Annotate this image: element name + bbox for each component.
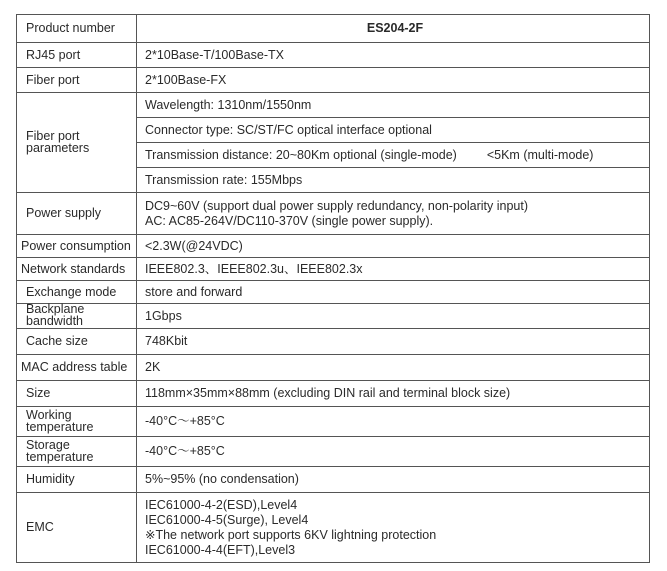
- label-fiber-port: Fiber port: [17, 68, 137, 93]
- label-rj45-port: RJ45 port: [17, 43, 137, 68]
- value-power-supply-line1: DC9~60V (support dual power supply redundancy, non-polarity input): [145, 198, 528, 213]
- value-mac-address-table: 2K: [137, 355, 650, 381]
- value-size: 118mm×35mm×88mm (excluding DIN rail and terminal block size): [137, 381, 650, 407]
- value-connector-type: Connector type: SC/ST/FC optical interface optional: [137, 118, 650, 143]
- label-emc: EMC: [17, 493, 137, 563]
- row-power-consumption: [17, 235, 650, 258]
- label-humidity: Humidity: [17, 467, 137, 493]
- row-humidity: [17, 467, 650, 493]
- label-product-number: Product number: [17, 15, 137, 43]
- value-power-supply-line2: AC: AC85-264V/DC110-370V (single power supply).: [145, 213, 434, 228]
- value-wavelength: Wavelength: 1310nm/1550nm: [137, 93, 650, 118]
- value-network-standards: IEEE802.3、IEEE802.3u、IEEE802.3x: [137, 258, 650, 281]
- row-power-supply: [17, 193, 650, 235]
- label-network-standards: Network standards: [17, 258, 137, 281]
- label-storage-temp-line2: temperature: [26, 449, 94, 464]
- label-storage-temp-line1: Storage: [26, 437, 70, 452]
- label-fiber-params-line2: parameters: [26, 140, 90, 155]
- label-backplane-line2: bandwidth: [26, 314, 83, 328]
- label-mac-address-table: MAC address table: [17, 355, 137, 381]
- row-working-temperature: [17, 407, 650, 437]
- label-power-consumption: Power consumption: [17, 235, 137, 258]
- value-transmission-rate: Transmission rate: 155Mbps: [137, 168, 650, 193]
- label-working-temp-line2: temperature: [26, 419, 94, 434]
- label-exchange-mode: Exchange mode: [17, 281, 137, 304]
- value-emc-surge: IEC61000-4-5(Surge), Level4: [145, 512, 309, 527]
- row-rj45-port: [17, 43, 650, 68]
- value-emc-line1: IEC61000-4-2(ESD),Level4: [145, 497, 298, 512]
- value-emc-line3: IEC61000-4-4(EFT),Level3: [145, 542, 296, 557]
- row-backplane-bandwidth: [17, 304, 650, 329]
- spec-table: [16, 14, 650, 563]
- value-product-number: ES204-2F: [137, 15, 650, 43]
- label-fiber-port-parameters: [17, 93, 137, 193]
- value-emc-line2: [145, 513, 645, 543]
- value-humidity: 5%~95% (no condensation): [137, 467, 650, 493]
- label-storage-temperature: [17, 437, 137, 467]
- value-storage-temperature: -40°C～+85°C: [137, 437, 650, 467]
- row-emc: [17, 493, 650, 563]
- value-rj45-port: 2*10Base-T/100Base-TX: [137, 43, 650, 68]
- value-distance-single-mode: Transmission distance: 20~80Km optional (single-mode): [145, 147, 457, 162]
- label-fiber-params-line1: Fiber port: [26, 128, 80, 143]
- value-working-temperature: -40°C～+85°C: [137, 407, 650, 437]
- value-backplane-bandwidth: 1Gbps: [137, 304, 650, 329]
- row-fiber-port: [17, 68, 650, 93]
- label-power-supply: Power supply: [17, 193, 137, 235]
- value-exchange-mode: store and forward: [137, 281, 650, 304]
- label-working-temp-line1: Working: [26, 407, 72, 422]
- row-network-standards: [17, 258, 650, 281]
- value-transmission-distance: [137, 143, 650, 168]
- row-size: [17, 381, 650, 407]
- value-power-consumption: <2.3W(@24VDC): [137, 235, 650, 258]
- row-fiber-wavelength: [17, 93, 650, 118]
- row-exchange-mode: [17, 281, 650, 304]
- label-working-temperature: [17, 407, 137, 437]
- row-mac-address-table: [17, 355, 650, 381]
- label-backplane-line1: Backplane: [26, 302, 85, 317]
- value-emc: [137, 493, 650, 563]
- value-distance-multi-mode: <5Km (multi-mode): [486, 147, 594, 162]
- row-storage-temperature: [17, 437, 650, 467]
- label-backplane-bandwidth: [17, 304, 137, 329]
- row-cache-size: [17, 329, 650, 355]
- value-power-supply: [137, 193, 650, 235]
- value-emc-lightning-note: ※The network port supports 6KV lightning protection: [145, 527, 437, 542]
- value-cache-size: 748Kbit: [137, 329, 650, 355]
- label-cache-size: Cache size: [17, 329, 137, 355]
- row-product-number: [17, 15, 650, 43]
- label-size: Size: [17, 381, 137, 407]
- value-fiber-port: 2*100Base-FX: [137, 68, 650, 93]
